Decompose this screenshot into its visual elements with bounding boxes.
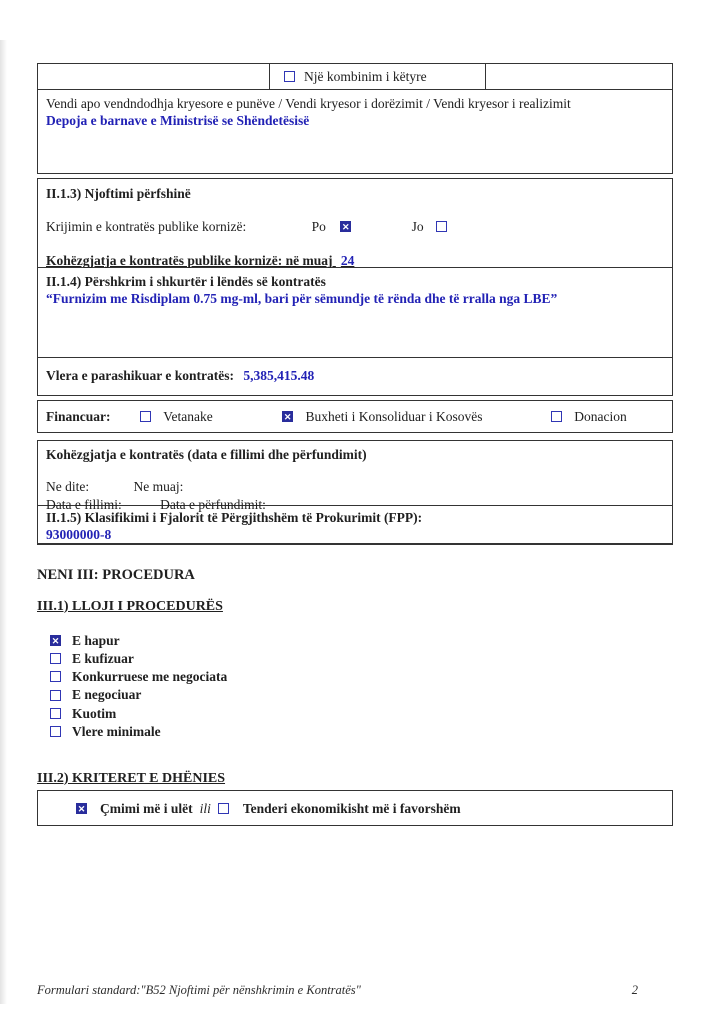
procedure-type-heading: III.1) LLOJI I PROCEDURËS [37, 598, 223, 614]
procedure-competitive-label: Konkurruese me negociata [72, 669, 228, 685]
section-iii-heading: NENI III: PROCEDURA [37, 567, 195, 583]
financing-label: Financuar: [46, 409, 111, 424]
procedure-options-list [37, 631, 673, 740]
section-ii15 [38, 505, 672, 543]
table-contract-details [37, 178, 673, 396]
financing-donation-label: Donacion [574, 409, 627, 424]
no-checkbox[interactable] [436, 221, 447, 232]
combination-empty-right [486, 64, 672, 89]
procedure-open-checkbox[interactable] [50, 635, 61, 646]
criteria-separator: ili [199, 800, 211, 816]
financing-donation-checkbox[interactable] [551, 411, 562, 422]
framework-contract-line [46, 218, 664, 235]
contract-duration-cell [38, 441, 672, 512]
end-date-label: Data e përfundimit: [160, 496, 266, 512]
contract-description: “Furnizim me Risdiplam 0.75 mg-ml, bari për sëmundje të rënda dhe të rralla nga LBE” [46, 291, 558, 307]
estimated-value-amount: 5,385,415.48 [243, 368, 315, 383]
combination-cell [269, 64, 486, 89]
cpv-code: 93000000-8 [46, 527, 112, 543]
procedure-minimal-label: Vlere minimale [72, 723, 161, 739]
days-months-line [46, 478, 664, 495]
months-label: Ne muaj: [133, 479, 184, 495]
financing-own-label: Vetanake [163, 409, 213, 424]
most-economic-label: Tenderi ekonomikisht më i favorshëm [242, 800, 461, 816]
procedure-negotiated-checkbox[interactable] [50, 690, 61, 701]
estimated-value-label: Vlera e parashikuar e kontratës: [46, 368, 234, 383]
section-ii13-heading: II.1.3) Njoftimi përfshinë [46, 186, 191, 201]
most-economic-checkbox[interactable] [218, 803, 229, 814]
lowest-price-checkbox[interactable] [76, 803, 87, 814]
lowest-price-label: Çmimi më i ulët [100, 800, 193, 816]
procedure-competitive-checkbox[interactable] [50, 671, 61, 682]
table-notice-type [37, 63, 673, 174]
location-cell [38, 89, 672, 173]
procedure-option-competitive [50, 668, 673, 686]
procedure-option-open [50, 631, 673, 649]
section-ii14-heading: II.1.4) Përshkrim i shkurtër i lëndës së kontratës [46, 274, 326, 289]
section-ii15-heading: II.1.5) Klasifikimi i Fjalorit të Përgjithshëm të Prokurimit (FPP): [46, 510, 423, 525]
financing-budget-label: Buxheti i Konsoliduar i Kosovës [305, 409, 483, 424]
no-label: Jo [411, 219, 424, 235]
financing-own-checkbox[interactable] [140, 411, 151, 422]
financing-budget-checkbox[interactable] [282, 411, 293, 422]
section-ii13 [38, 179, 672, 267]
combination-empty-left [38, 64, 269, 89]
procedure-negotiated-label: E negociuar [72, 687, 142, 703]
financing-box [37, 400, 673, 433]
procedure-open-label: E hapur [72, 632, 120, 648]
location-label: Vendi apo vendndodhja kryesore e punëve / Vendi kryesor i dorëzimit / Vendi kryesor i realizimit [46, 96, 571, 111]
procedure-minimal-checkbox[interactable] [50, 726, 61, 737]
procedure-quotation-label: Kuotim [72, 705, 117, 721]
procedure-option-negotiated [50, 686, 673, 704]
start-date-label: Data e fillimi: [46, 496, 122, 512]
yes-label: Po [311, 219, 326, 235]
procedure-option-restricted [50, 650, 673, 668]
award-criteria-heading: III.2) KRITERET E DHËNIES [37, 770, 226, 786]
procedure-restricted-checkbox[interactable] [50, 653, 61, 664]
procedure-quotation-checkbox[interactable] [50, 708, 61, 719]
spacer [37, 433, 673, 440]
framework-duration-label: Kohëzgjatja e kontratës publike kornizë: në muaj [46, 252, 333, 268]
days-label: Ne dite: [46, 479, 90, 495]
combination-row [38, 64, 672, 89]
footer-form-title: Formulari standard:"B52 Njoftimi për nënshkrimin e Kontratës" [37, 983, 361, 997]
yes-checkbox[interactable] [340, 221, 351, 232]
framework-duration-value: 24 [340, 252, 355, 268]
location-value: Depoja e barnave e Ministrisë se Shëndetësisë [46, 113, 310, 129]
estimated-value-cell [38, 357, 672, 395]
table-duration-cpv [37, 440, 673, 545]
framework-contract-label: Krijimin e kontratës publike kornizë: [46, 219, 247, 235]
procedure-option-minimal [50, 722, 673, 740]
combination-label: Një kombinim i këtyre [304, 68, 427, 84]
section-ii14 [38, 267, 672, 357]
combination-checkbox[interactable] [284, 71, 295, 82]
form-content [37, 63, 673, 826]
page-number: 2 [631, 983, 638, 997]
award-criteria-box [37, 790, 673, 826]
contract-duration-heading: Kohëzgjatja e kontratës (data e fillimi dhe përfundimit) [46, 447, 367, 462]
page-footer [37, 982, 638, 998]
procedure-option-quotation [50, 704, 673, 722]
procedure-restricted-label: E kufizuar [72, 651, 134, 667]
